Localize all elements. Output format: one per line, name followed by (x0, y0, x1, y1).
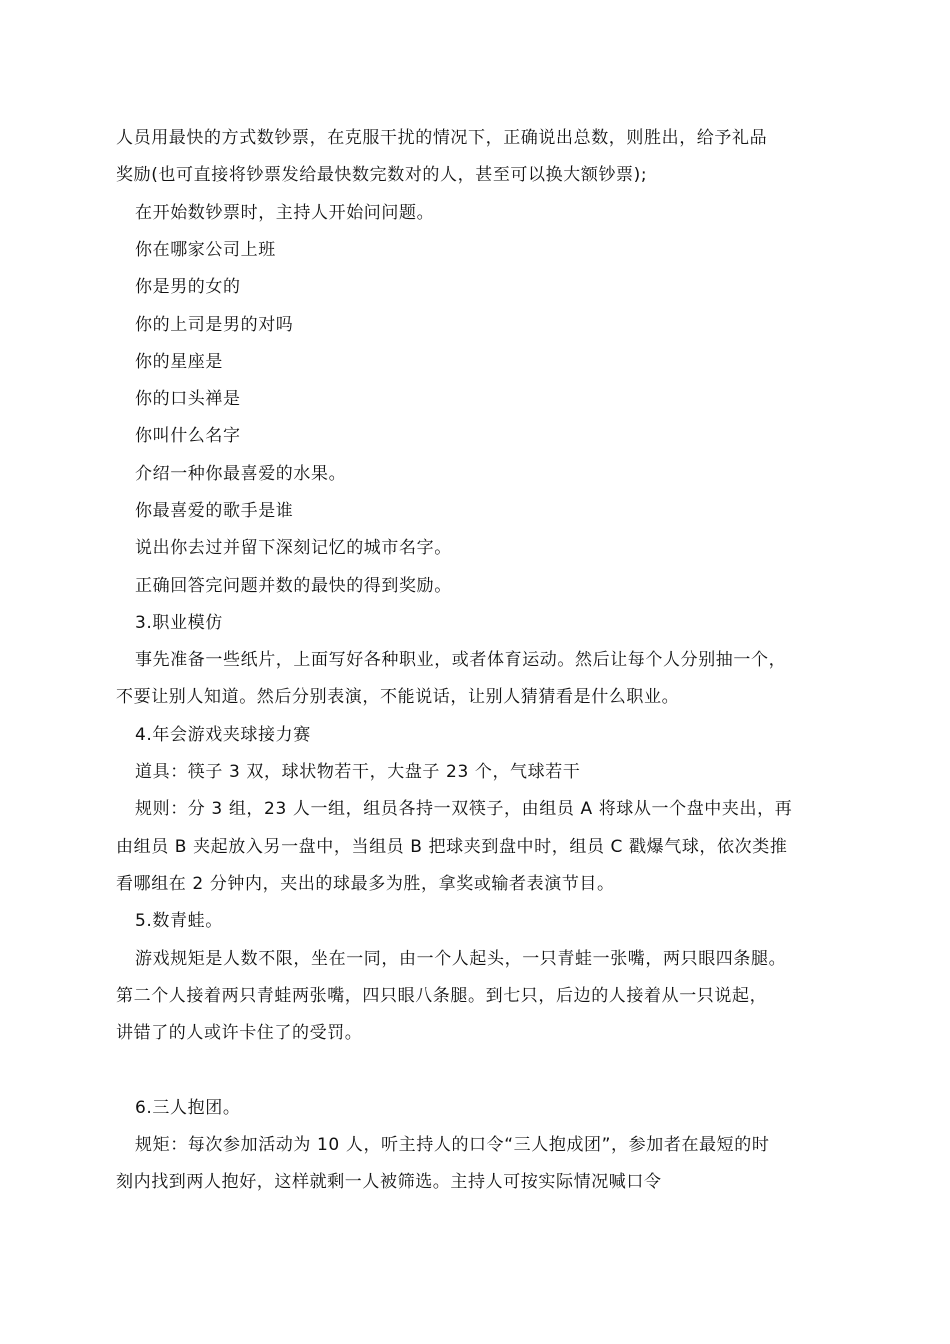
paragraph-line: 人员用最快的方式数钞票，在克服干扰的情况下，正确说出总数，则胜出，给予礼品 (116, 128, 768, 148)
paragraph-line: 由组员 B 夹起放入另一盘中，当组员 B 把球夹到盘中时，组员 C 戳爆气球，依次类推 (116, 837, 788, 857)
question-item: 你的星座是 (135, 352, 223, 372)
question-item: 你最喜爱的歌手是谁 (135, 501, 294, 521)
paragraph-line: 规矩：每次参加活动为 10 人，听主持人的口令“三人抱成团”，参加者在最短的时 (135, 1135, 770, 1155)
paragraph-line: 奖励(也可直接将钞票发给最快数完数对的人，甚至可以换大额钞票); (116, 165, 648, 185)
paragraph-line: 游戏规矩是人数不限，坐在一同，由一个人起头，一只青蛙一张嘴，两只眼四条腿。 (135, 949, 787, 969)
paragraph-line: 刻内找到两人抱好，这样就剩一人被筛选。主持人可按实际情况喊口令 (116, 1172, 662, 1192)
paragraph-line: 讲错了的人或许卡住了的受罚。 (116, 1023, 363, 1043)
paragraph-line: 第二个人接着两只青蛙两张嘴，四只眼八条腿。到七只，后边的人接着从一只说起， (116, 986, 768, 1006)
paragraph-line: 在开始数钞票时，主持人开始问问题。 (135, 203, 435, 223)
section-heading: 3.职业模仿 (135, 613, 223, 633)
question-item: 你的上司是男的对吗 (135, 315, 294, 335)
question-item: 你在哪家公司上班 (135, 240, 276, 260)
section-heading: 4.年会游戏夹球接力赛 (135, 725, 311, 745)
paragraph-line: 正确回答完问题并数的最快的得到奖励。 (135, 576, 452, 596)
question-item: 你是男的女的 (135, 277, 241, 297)
question-item: 说出你去过并留下深刻记忆的城市名字。 (135, 538, 452, 558)
paragraph-line: 事先准备一些纸片，上面写好各种职业，或者体育运动。然后让每个人分别抽一个， (135, 650, 787, 670)
paragraph-line: 不要让别人知道。然后分别表演，不能说话，让别人猜猜看是什么职业。 (116, 687, 680, 707)
section-heading: 6.三人抱团。 (135, 1098, 241, 1118)
question-item: 你叫什么名字 (135, 426, 241, 446)
question-item: 介绍一种你最喜爱的水果。 (135, 464, 347, 484)
paragraph-line: 道具：筷子 3 双，球状物若干，大盘子 23 个，气球若干 (135, 762, 581, 782)
section-heading: 5.数青蛙。 (135, 911, 223, 931)
paragraph-line: 规则：分 3 组，23 人一组，组员各持一双筷子，由组员 A 将球从一个盘中夹出，再 (135, 799, 793, 819)
paragraph-line: 看哪组在 2 分钟内，夹出的球最多为胜，拿奖或输者表演节目。 (116, 874, 615, 894)
question-item: 你的口头禅是 (135, 389, 241, 409)
